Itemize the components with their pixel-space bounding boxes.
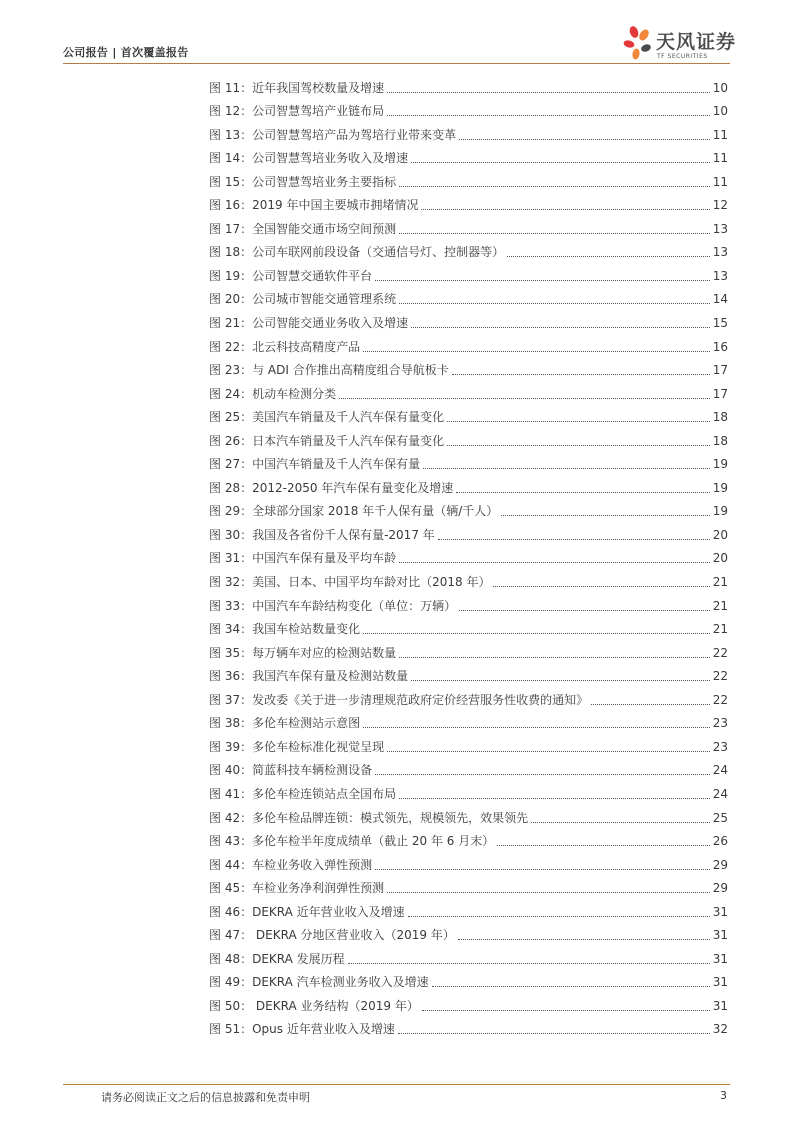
toc-entry[interactable] — [209, 568, 728, 592]
toc-entry[interactable] — [209, 404, 728, 428]
toc-entry[interactable] — [209, 922, 728, 946]
toc-entry-label: 图 12：公司智慧驾培产业链布局 — [209, 104, 385, 119]
toc-leader-dots — [507, 256, 710, 257]
toc-entry-label: 图 47： DEKRA 分地区营业收入（2019 年） — [209, 928, 455, 943]
toc-entry[interactable] — [209, 804, 728, 828]
toc-leader-dots — [375, 869, 710, 870]
toc-entry-page: 32 — [712, 1022, 728, 1037]
toc-entry-page: 11 — [712, 127, 728, 142]
toc-entry-page: 11 — [712, 151, 728, 166]
toc-leader-dots — [375, 280, 710, 281]
toc-entry-page: 31 — [712, 928, 728, 943]
toc-entry-page: 16 — [712, 339, 728, 354]
toc-entry-page: 31 — [712, 975, 728, 990]
toc-entry-label: 图 36：我国汽车保有量及检测站数量 — [209, 669, 409, 684]
toc-entry-page: 20 — [712, 527, 728, 542]
toc-entry[interactable] — [209, 121, 728, 145]
toc-entry-page: 21 — [712, 598, 728, 613]
toc-entry-label: 图 32：美国、日本、中国平均车龄对比（2018 年） — [209, 575, 491, 590]
toc-entry-label: 图 37：发改委《关于进一步清理规范政府定价经营服务性收费的通知》 — [209, 692, 589, 707]
toc-leader-dots — [387, 892, 710, 893]
toc-entry-label: 图 43：多伦车检半年度成绩单（截止 20 年 6 月末） — [209, 834, 495, 849]
toc-entry[interactable] — [209, 969, 728, 993]
toc-entry-page: 18 — [712, 410, 728, 425]
logo-company-name: 天风证券 — [656, 31, 737, 53]
footer-divider — [63, 1084, 730, 1085]
toc-entry[interactable] — [209, 215, 728, 239]
toc-entry-page: 19 — [712, 457, 728, 472]
toc-entry-page: 10 — [712, 104, 728, 119]
toc-entry[interactable] — [209, 828, 728, 852]
toc-entry-label: 图 30：我国及各省份千人保有量-2017 年 — [209, 527, 435, 542]
toc-entry-label: 图 24：机动车检测分类 — [209, 386, 337, 401]
toc-leader-dots — [375, 774, 710, 775]
toc-entry[interactable] — [209, 521, 728, 545]
toc-entry-label: 图 49：DEKRA 汽车检测业务收入及增速 — [209, 975, 429, 990]
toc-entry-label: 图 35：每万辆车对应的检测站数量 — [209, 645, 397, 660]
toc-leader-dots — [398, 1033, 710, 1034]
toc-entry-label: 图 26：日本汽车销量及千人汽车保有量变化 — [209, 433, 445, 448]
header-divider — [63, 63, 730, 64]
toc-entry[interactable] — [209, 592, 728, 616]
logo-petal — [628, 25, 640, 39]
toc-leader-dots — [423, 468, 710, 469]
toc-entry-page: 14 — [712, 292, 728, 307]
toc-entry-page: 24 — [712, 786, 728, 801]
toc-leader-dots — [399, 657, 710, 658]
toc-entry-label: 图 13：公司智慧驾培产品为驾培行业带来变革 — [209, 127, 457, 142]
toc-entry[interactable] — [209, 898, 728, 922]
toc-entry[interactable] — [209, 74, 728, 98]
toc-entry-page: 21 — [712, 622, 728, 637]
toc-leader-dots — [421, 209, 709, 210]
toc-entry[interactable] — [209, 333, 728, 357]
logo-petal — [637, 28, 650, 42]
toc-entry-label: 图 50： DEKRA 业务结构（2019 年） — [209, 998, 419, 1013]
toc-entry[interactable] — [209, 875, 728, 899]
toc-leader-dots — [399, 186, 710, 187]
toc-leader-dots — [438, 539, 710, 540]
toc-entry-page: 12 — [712, 198, 728, 213]
toc-entry-label: 图 46：DEKRA 近年营业收入及增速 — [209, 904, 405, 919]
toc-leader-dots — [363, 351, 710, 352]
toc-leader-dots — [399, 562, 710, 563]
toc-entry[interactable] — [209, 357, 728, 381]
toc-leader-dots — [408, 916, 710, 917]
toc-entry-page: 21 — [712, 575, 728, 590]
toc-entry-page: 17 — [712, 363, 728, 378]
toc-entry-page: 31 — [712, 904, 728, 919]
toc-entry-page: 13 — [712, 245, 728, 260]
toc-entry-page: 22 — [712, 645, 728, 660]
toc-entry-page: 11 — [712, 174, 728, 189]
toc-leader-dots — [452, 374, 710, 375]
toc-leader-dots — [387, 92, 710, 93]
toc-entry-label: 图 48：DEKRA 发展历程 — [209, 951, 345, 966]
toc-entry-page: 23 — [712, 739, 728, 754]
toc-entry-page: 19 — [712, 504, 728, 519]
toc-entry[interactable] — [209, 474, 728, 498]
toc-entry[interactable] — [209, 851, 728, 875]
toc-entry-page: 29 — [712, 857, 728, 872]
toc-entry-label: 图 41：多伦车检连锁站点全国布局 — [209, 786, 397, 801]
toc-entry-page: 15 — [712, 316, 728, 331]
toc-leader-dots — [399, 798, 710, 799]
toc-entry-page: 24 — [712, 763, 728, 778]
toc-leader-dots — [387, 115, 710, 116]
toc-leader-dots — [591, 704, 710, 705]
toc-leader-dots — [399, 233, 710, 234]
toc-entry-label: 图 19：公司智慧交通软件平台 — [209, 268, 373, 283]
toc-entry-page: 13 — [712, 268, 728, 283]
toc-leader-dots — [422, 1010, 710, 1011]
toc-leader-dots — [531, 822, 710, 823]
toc-entry[interactable] — [209, 780, 728, 804]
toc-entry-label: 图 11：近年我国驾校数量及增速 — [209, 80, 385, 95]
toc-entry[interactable] — [209, 710, 728, 734]
toc-leader-dots — [456, 492, 709, 493]
toc-entry[interactable] — [209, 380, 728, 404]
toc-entry-page: 25 — [712, 810, 728, 825]
toc-entry-page: 26 — [712, 834, 728, 849]
toc-entry[interactable] — [209, 639, 728, 663]
toc-entry-label: 图 40：简蓝科技车辆检测设备 — [209, 763, 373, 778]
toc-entry-label: 图 29：全球部分国家 2018 年千人保有量（辆/千人） — [209, 504, 499, 519]
toc-entry-page: 19 — [712, 480, 728, 495]
toc-leader-dots — [459, 139, 710, 140]
toc-entry[interactable] — [209, 98, 728, 122]
toc-entry[interactable] — [209, 286, 728, 310]
toc-entry-page: 31 — [712, 998, 728, 1013]
toc-entry[interactable] — [209, 239, 728, 263]
toc-entry-label: 图 16：2019 年中国主要城市拥堵情况 — [209, 198, 419, 213]
toc-entry-label: 图 23：与 ADI 合作推出高精度组合导航板卡 — [209, 363, 449, 378]
toc-leader-dots — [411, 162, 710, 163]
toc-entry[interactable] — [209, 733, 728, 757]
toc-entry-page: 22 — [712, 669, 728, 684]
toc-entry[interactable] — [209, 145, 728, 169]
toc-entry-label: 图 31：中国汽车保有量及平均车龄 — [209, 551, 397, 566]
toc-entry-label: 图 39：多伦车检标准化视觉呈现 — [209, 739, 385, 754]
toc-entry-page: 20 — [712, 551, 728, 566]
toc-entry-label: 图 38：多伦车检测站示意图 — [209, 716, 361, 731]
toc-entry[interactable] — [209, 992, 728, 1016]
company-logo — [622, 24, 742, 68]
toc-entry-page: 31 — [712, 951, 728, 966]
toc-entry[interactable] — [209, 427, 728, 451]
toc-entry[interactable] — [209, 945, 728, 969]
toc-entry[interactable] — [209, 309, 728, 333]
toc-leader-dots — [348, 963, 710, 964]
toc-entry-page: 18 — [712, 433, 728, 448]
toc-leader-dots — [411, 680, 710, 681]
toc-entry-page: 23 — [712, 716, 728, 731]
toc-entry-label: 图 22：北云科技高精度产品 — [209, 339, 361, 354]
toc-entry-label: 图 21：公司智能交通业务收入及增速 — [209, 316, 409, 331]
footer-disclaimer: 请务必阅读正文之后的信息披露和免责申明 — [101, 1091, 310, 1104]
flower-logo-icon — [622, 24, 656, 68]
toc-entry-page: 13 — [712, 221, 728, 236]
logo-petal — [632, 48, 641, 60]
toc-entry[interactable] — [209, 616, 728, 640]
toc-entry-page: 22 — [712, 692, 728, 707]
toc-entry[interactable] — [209, 498, 728, 522]
toc-entry[interactable] — [209, 1016, 728, 1040]
toc-leader-dots — [458, 939, 710, 940]
toc-entry-label: 图 45：车检业务净利润弹性预测 — [209, 881, 385, 896]
toc-entry-label: 图 20：公司城市智能交通管理系统 — [209, 292, 397, 307]
toc-leader-dots — [363, 727, 710, 728]
toc-leader-dots — [432, 986, 710, 987]
logo-english-name: TF SECURITIES — [657, 53, 708, 60]
toc-entry-label: 图 28：2012-2050 年汽车保有量变化及增速 — [209, 480, 454, 495]
toc-entry[interactable] — [209, 686, 728, 710]
toc-leader-dots — [363, 633, 710, 634]
toc-entry-page: 17 — [712, 386, 728, 401]
toc-entry[interactable] — [209, 192, 728, 216]
toc-entry-label: 图 51：Opus 近年营业收入及增速 — [209, 1022, 395, 1037]
page-number: 3 — [720, 1089, 727, 1102]
toc-leader-dots — [399, 303, 710, 304]
logo-petal — [623, 39, 635, 49]
toc-entry-label: 图 17：全国智能交通市场空间预测 — [209, 221, 397, 236]
toc-leader-dots — [493, 586, 709, 587]
toc-entry-label: 图 27：中国汽车销量及千人汽车保有量 — [209, 457, 421, 472]
toc-leader-dots — [447, 421, 710, 422]
toc-entry-page: 29 — [712, 881, 728, 896]
toc-entry-label: 图 34：我国车检站数量变化 — [209, 622, 361, 637]
toc-entry-label: 图 42：多伦车检品牌连锁：模式领先，规模领先，效果领先 — [209, 810, 529, 825]
toc-entry-label: 图 15：公司智慧驾培业务主要指标 — [209, 174, 397, 189]
toc-leader-dots — [497, 845, 709, 846]
toc-entry-label: 图 18：公司车联网前段设备（交通信号灯、控制器等） — [209, 245, 505, 260]
toc-entry-label: 图 33：中国汽车车龄结构变化（单位：万辆） — [209, 598, 457, 613]
toc-entry[interactable] — [209, 451, 728, 475]
toc-leader-dots — [501, 515, 709, 516]
toc-entry[interactable] — [209, 168, 728, 192]
toc-leader-dots — [459, 610, 710, 611]
toc-entry-label: 图 25：美国汽车销量及千人汽车保有量变化 — [209, 410, 445, 425]
toc-entry-label: 图 14：公司智慧驾培业务收入及增速 — [209, 151, 409, 166]
toc-entry[interactable] — [209, 262, 728, 286]
toc-entry[interactable] — [209, 757, 728, 781]
logo-petal — [640, 43, 652, 53]
toc-leader-dots — [411, 327, 710, 328]
figure-list — [209, 74, 728, 1039]
toc-leader-dots — [447, 445, 710, 446]
toc-leader-dots — [387, 751, 710, 752]
toc-entry[interactable] — [209, 663, 728, 687]
toc-entry-page: 10 — [712, 80, 728, 95]
toc-entry[interactable] — [209, 545, 728, 569]
toc-leader-dots — [339, 398, 710, 399]
toc-entry-label: 图 44：车检业务收入弹性预测 — [209, 857, 373, 872]
header-doc-type: 公司报告 | 首次覆盖报告 — [63, 46, 189, 59]
